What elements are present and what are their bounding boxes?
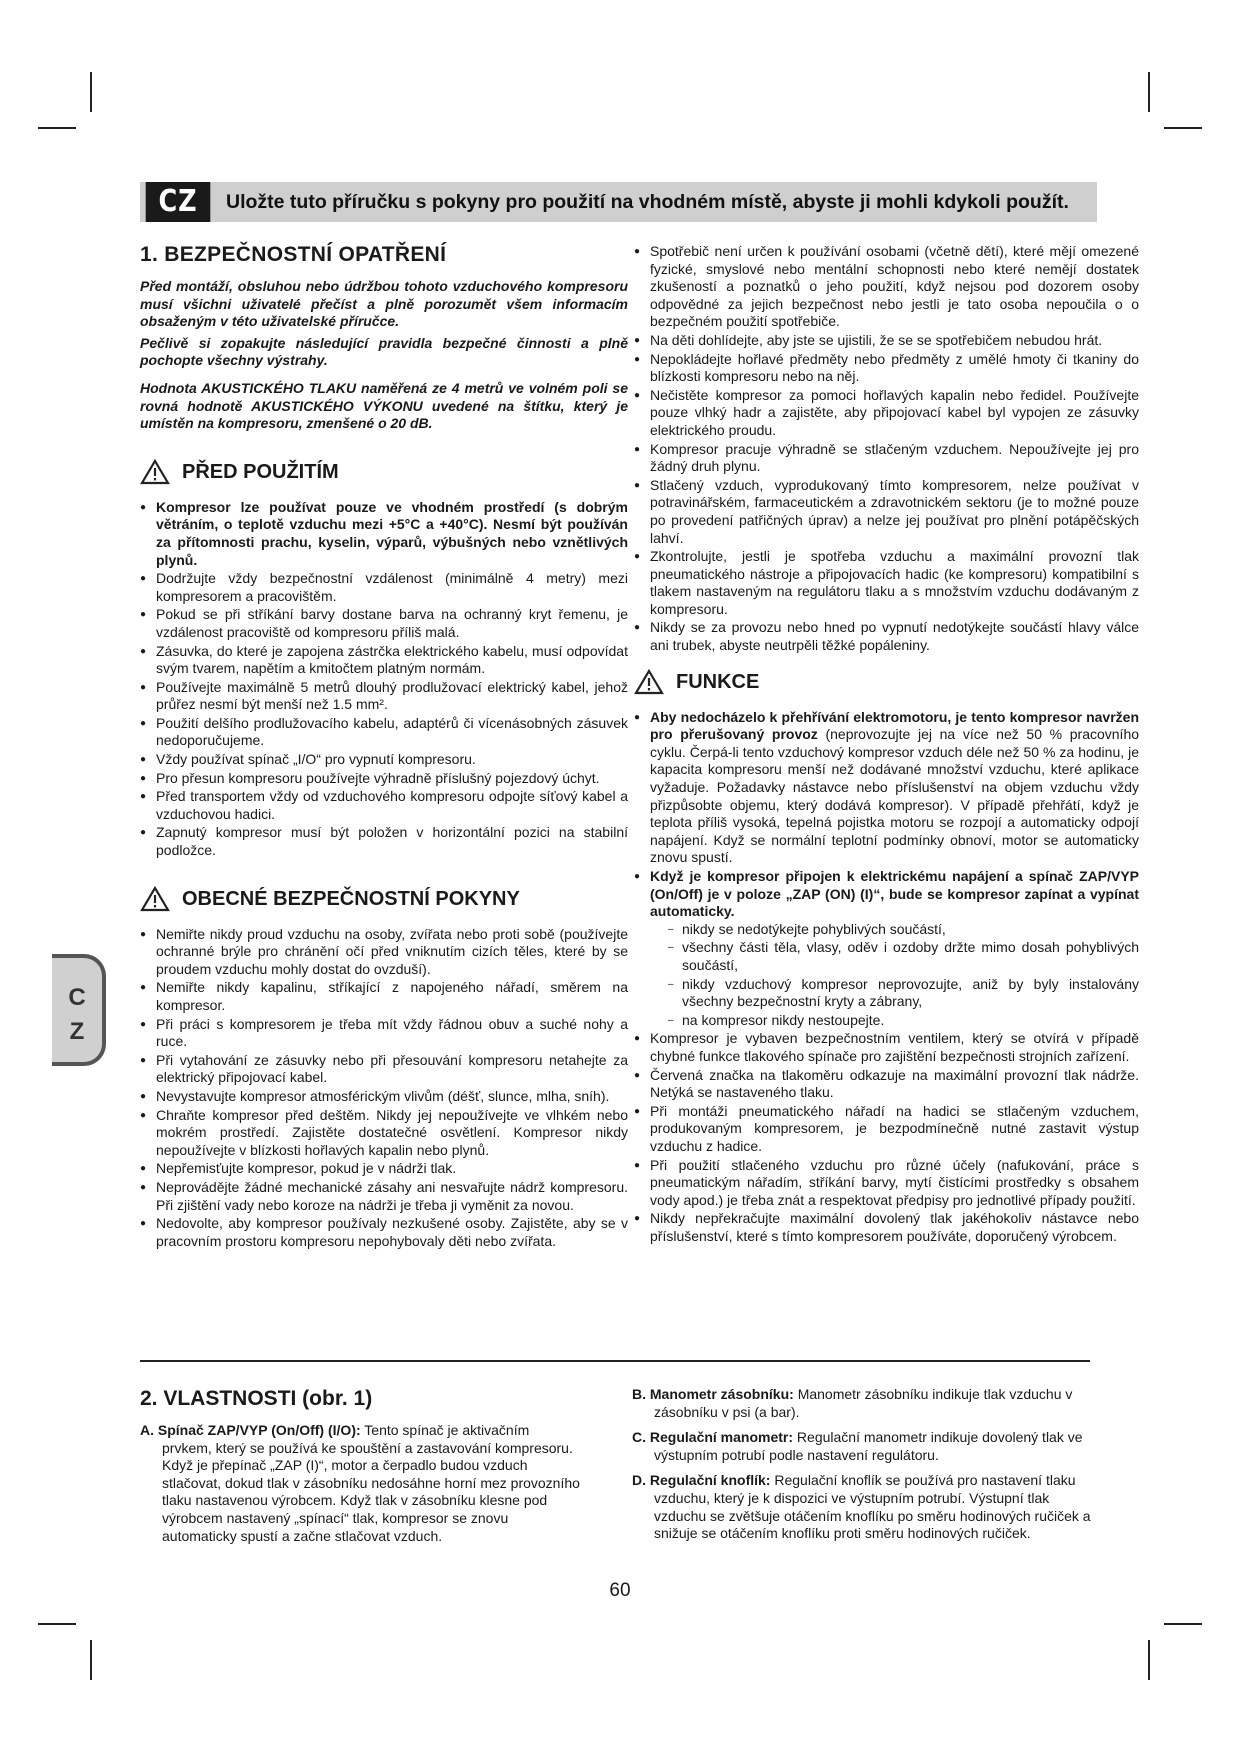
list-item: ● Při vytahování ze zásuvky nebo při přesouvání kompresoru netahejte za elektrický připojovací kabel. (140, 1052, 628, 1087)
section2-heading: 2. VLASTNOSTI (obr. 1) (140, 1387, 373, 1410)
crop-mark (90, 1640, 92, 1680)
before-use-heading (140, 459, 628, 485)
feature-item (632, 1429, 1102, 1464)
dash-list (650, 921, 1139, 1030)
list-item: ● Nikdy nepřekračujte maximální dovolený tlak jakéhokoliv nástavce nebo příslušenství, které s tímto kompresorem používáte, doporučený výrobcem. (634, 1210, 1139, 1245)
header-title: Uložte tuto příručku s pokyny pro použití na vhodném místě, abyste ji mohli kdykoli použít. (226, 191, 1069, 213)
left-column (140, 242, 628, 1251)
dash-item: – všechny části těla, vlasy, oděv i ozdoby držte mimo dosah pohyblivých součástí, (668, 939, 1139, 974)
functions-item-lead: Aby nedocházelo k přehřívání elektromotoru, je tento kompresor navržen pro přerušovaný provoz (650, 708, 1139, 743)
dash-item: – nikdy se nedotýkejte pohyblivých součástí, (668, 921, 1139, 939)
warning-icon (140, 459, 170, 485)
list-item: ● Spotřebič není určen k používání osobami (včetně dětí), které mějí omezené fyzické, smyslové nebo mentální schopnosti nebo které nemějí dostatek zkušeností a poznatků o jeho použití, když nejsou pod dozorem osoby odpovědné za jejich bezpečnost nebo jestli je tato osoba nepoučila o o bezpečném použití spotřebiče. (634, 243, 1139, 331)
list-item: ● Neprovádějte žádné mechanické zásahy ani nesvařujte nádrž kompresoru. Při zjištění vady nebo koroze na nádrži je třeba ji vyměnit za novou. (140, 1179, 628, 1214)
dash-item: – na kompresor nikdy nestoupejte. (668, 1012, 1139, 1030)
list-item: ● Nikdy se za provozu nebo hned po vypnutí nedotýkejte součástí hlavy válce ani trubek, abyste neutrpěli těžké popáleniny. (634, 619, 1139, 654)
side-tab-letter: Z (69, 1018, 85, 1045)
warning-icon (140, 886, 170, 912)
crop-mark (38, 1623, 76, 1625)
feature-label: D. Regulační knoflík: (632, 1472, 771, 1489)
list-item: ● Červená značka na tlakoměru odkazuje na maximální provozní tlak nádrže. Netýká se nastaveného tlaku. (634, 1067, 1139, 1102)
crop-mark (1164, 1623, 1202, 1625)
list-item (634, 868, 1139, 1029)
functions-title: FUNKCE (676, 670, 760, 693)
section2-left (140, 1386, 580, 1553)
list-item: ● Nedovolte, aby kompresor používaly nezkušené osoby. Zajistěte, aby se v pracovním prostoru kompresoru nepohybovaly děti nebo zvířata. (140, 1215, 628, 1250)
right-column (634, 243, 1139, 1246)
crop-mark (1148, 1640, 1150, 1680)
functions-item-text: (neprovozujte jej na více než 50 % pracovního cyklu. Čerpá-li tento vzduchový kompresor vzduch déle než 50 % za hodinu, je kapacita kompresoru menší než dodávané množství vzduchu, které aplikace vyžaduje. Požadavky nástavce nebo příslušenství na objem vzduchu vždy přizpůsobte objemu, který dodává kompresor). V případě přehřátí, když je teplota příliš vysoká, tepelná pojistka motoru se rozpojí a automaticky odpojí napájení. Když se normální teplotní podmínky obnoví, motor se automaticky znovu spustí. (650, 726, 1140, 866)
list-item: ● Kompresor pracuje výhradně se stlačeným vzduchem. Nepoužívejte jej pro žádný druh plynu. (634, 441, 1139, 476)
general-safety-list (140, 926, 628, 1251)
list-item: ● Kompresor lze používat pouze ve vhodném prostředí (s dobrým větráním, o teplotě vzduchu mezi +5°C a +40°C). Nesmí být používán za přítomnosti prachu, kyselin, výparů, výbušných nebo vznětlivých plynů. (140, 499, 628, 569)
dash-item: – nikdy vzduchový kompresor neprovozujte, aniž by byly instalovány všechny bezpečnostní kryty a zábrany, (668, 976, 1139, 1011)
feature-item (632, 1386, 1102, 1421)
list-item: ● Při práci s kompresorem je třeba mít vždy řádnou obuv a suché nohy a ruce. (140, 1016, 628, 1051)
feature-text: Regulační manometr indikuje dovolený tlak ve výstupním potrubí podle nastavení regulátoru. (654, 1429, 1083, 1463)
list-item: ● Dodržujte vždy bezpečnostní vzdálenost (minimálně 4 metry) mezi kompresorem a pracovištěm. (140, 570, 628, 605)
feature-label: B. Manometr zásobníku: (632, 1386, 794, 1402)
before-use-list (140, 499, 628, 860)
language-side-tab (52, 954, 106, 1066)
list-item: ● Použití delšího prodlužovacího kabelu, adaptérů či vícenásobných zásuvek nedoporučujeme. (140, 715, 628, 750)
feature-label: C. Regulační manometr: (632, 1429, 794, 1446)
list-item: ● Nepřemisťujte kompresor, pokud je v nádrži tlak. (140, 1160, 628, 1178)
list-item: ● Při montáži pneumatického nářadí na hadici se stlačeným vzduchem, produkovaným kompresorem, je bezpodmínečně nutné zastavit výstup vzduchu z hadice. (634, 1103, 1139, 1156)
list-item: ● Nečistěte kompresor za pomoci hořlavých kapalin nebo ředidel. Používejte pouze vlhký hadr a zajistěte, aby připojovací kabel byl vypojen ze zásuvky elektrického proudu. (634, 387, 1139, 440)
intro-paragraph: Před montáží, obsluhou nebo údržbou tohoto vzduchového kompresoru musí všichni uživatelé přečíst a plně porozumět všem informacím obsaženým v této uživatelské příručce. (140, 278, 628, 330)
crop-mark (38, 127, 76, 129)
feature-label: A. Spínač ZAP/VYP (On/Off) (I/O): (140, 1422, 361, 1438)
feature-item (632, 1472, 1102, 1542)
feature-item (140, 1422, 580, 1545)
crop-mark (1164, 127, 1202, 129)
list-item: ● Zkontrolujte, jestli je spotřeba vzduchu a maximální provozní tlak pneumatického nástroje a připojovacích hadic (ke kompresoru) kompatibilní s tlakem nastaveným na regulátoru tlaku a s množstvím vzduchu dodávaným z kompresoru. (634, 548, 1139, 618)
list-item: ● Vždy používat spínač „I/O“ pro vypnutí kompresoru. (140, 751, 628, 769)
before-use-title: PŘED POUŽITÍM (182, 460, 339, 483)
feature-text: Tento spínač je aktivačním prvkem, který se používá ke spouštění a zastavování kompresoru. Když je přepínač „ZAP (I)“, motor a čerpadlo budou vzduch stlačovat, dokud tlak v zásobníku nedosáhne horní mez provozního tlaku nastavenou výrobcem. Když tlak v zásobníku klesne pod výrobcem nastavený „spínací“ tlak, kompresor se znovu automaticky spustí a začne stlačovat vzduch. (162, 1422, 580, 1544)
section1-heading: 1. BEZPEČNOSTNÍ OPATŘENÍ (140, 243, 447, 266)
functions-heading (634, 669, 1139, 695)
crop-mark (90, 72, 92, 112)
intro-paragraph: Hodnota AKUSTICKÉHO TLAKU naměřená ze 4 metrů ve volném poli se rovná hodnotě AKUSTICKÉHO VÝKONU uvedené na štítku, který je umístěn na kompresoru, zmenšené o 20 dB. (140, 379, 628, 432)
list-item: ● Pokud se při stříkání barvy dostane barva na ochranný kryt řemenu, je vzdálenost pracoviště od kompresoru příliš malá. (140, 606, 628, 641)
list-item: ● Při použití stlačeného vzduchu pro různé účely (nafukování, práce s pneumatickým nářadím, stříkání barvy, mytí čistícími prostředky s obsahem vody apod.) je třeba znát a respektovat předpisy pro jednotlivé případy použití. (634, 1157, 1139, 1210)
side-tab-letter: C (68, 984, 86, 1011)
intro-paragraph: Pečlivě si zopakujte následující pravidla bezpečné činnosti a plně pochopte všechny výstrahy. (140, 334, 628, 369)
header-bar (140, 182, 1097, 222)
crop-mark (1148, 72, 1150, 112)
section2-right (632, 1386, 1102, 1551)
page-number: 60 (609, 1580, 631, 1601)
list-item (634, 709, 1139, 867)
list-item: ● Stlačený vzduch, vyprodukovaný tímto kompresorem, nelze používat v potravinářském, farmaceutickém a zdravotnickém sektoru (je to možné pouze po provedení patřičných úprav) a nelze jej používat pro plnění potápěčských lahví. (634, 477, 1139, 547)
general-safety-title: OBECNÉ BEZPEČNOSTNÍ POKYNY (182, 887, 520, 910)
list-item: ● Před transportem vždy od vzduchového kompresoru odpojte síťový kabel a vzduchovou hadici. (140, 788, 628, 823)
list-item: ● Zásuvka, do které je zapojena zástrčka elektrického kabelu, musí odpovídat svým tvarem, napětím a kmitočtem platným normám. (140, 643, 628, 678)
list-item: ● Pro přesun kompresoru používejte výhradně příslušný pojezdový úchyt. (140, 770, 628, 788)
general-safety-heading (140, 886, 628, 912)
feature-text: Manometr zásobníku indikuje tlak vzduchu v zásobníku v psi (a bar). (654, 1386, 1073, 1420)
list-item: ● Zapnutý kompresor musí být položen v horizontální pozici na stabilní podložce. (140, 824, 628, 859)
list-item: ● Na děti dohlídejte, aby jste se ujistili, že se se spotřebičem nebudou hrát. (634, 332, 1139, 350)
list-item: ● Nemiřte nikdy proud vzduchu na osoby, zvířata nebo proti sobě (používejte ochranné brýle pro chránění očí před vniknutím cizích těles, které by se proudem vzduchu mohly dostat do ovzduší). (140, 926, 628, 979)
feature-text: Regulační knoflík se používá pro nastavení tlaku vzduchu, který je k dispozici ve výstupním potrubí. Výstupní tlak vzduchu se zvětšuje otáčením knoflíku po směru hodinových ručiček a snižuje se otáčením knoflíku proti směru hodinových ručiček. (654, 1472, 1091, 1542)
list-item: ● Nevystavujte kompresor atmosférickým vlivům (déšť, slunce, mlha, sníh). (140, 1088, 628, 1106)
list-item: ● Kompresor je vybaven bezpečnostním ventilem, který se otvírá v případě chybné funkce tlakového spínače pro zajištění bezpečnosti strojních zařízení. (634, 1030, 1139, 1065)
section-divider (140, 1360, 1090, 1362)
functions-list (634, 709, 1139, 1246)
language-code: CZ (146, 182, 211, 222)
list-item: ● Nepokládejte hořlavé předměty nebo předměty z umělé hmoty či tkaniny do blízkosti kompresoru nebo na něj. (634, 351, 1139, 386)
list-item: ● Nemiřte nikdy kapalinu, stříkající z napojeného nářadí, směrem na kompresor. (140, 979, 628, 1014)
list-item: ● Používejte maximálně 5 metrů dlouhý prodlužovací elektrický kabel, jehož průřez nesmí být menší než 1.5 mm². (140, 679, 628, 714)
list-item: ● Chraňte kompresor před deštěm. Nikdy jej nepoužívejte ve vlhkém nebo mokrém prostředí. Zajistěte dostatečné osvětlení. Kompresor nikdy nepoužívejte v blízkosti hořlavých kapalin nebo plynů. (140, 1107, 628, 1160)
general-safety-list-continued (634, 243, 1139, 655)
warning-icon (634, 669, 664, 695)
functions-item-lead: Když je kompresor připojen k elektrickému napájení a spínač ZAP/VYP (On/Off) je v poloze „ZAP (ON) (I)“, bude se kompresor zapínat a vypínat automaticky. (650, 868, 1139, 920)
